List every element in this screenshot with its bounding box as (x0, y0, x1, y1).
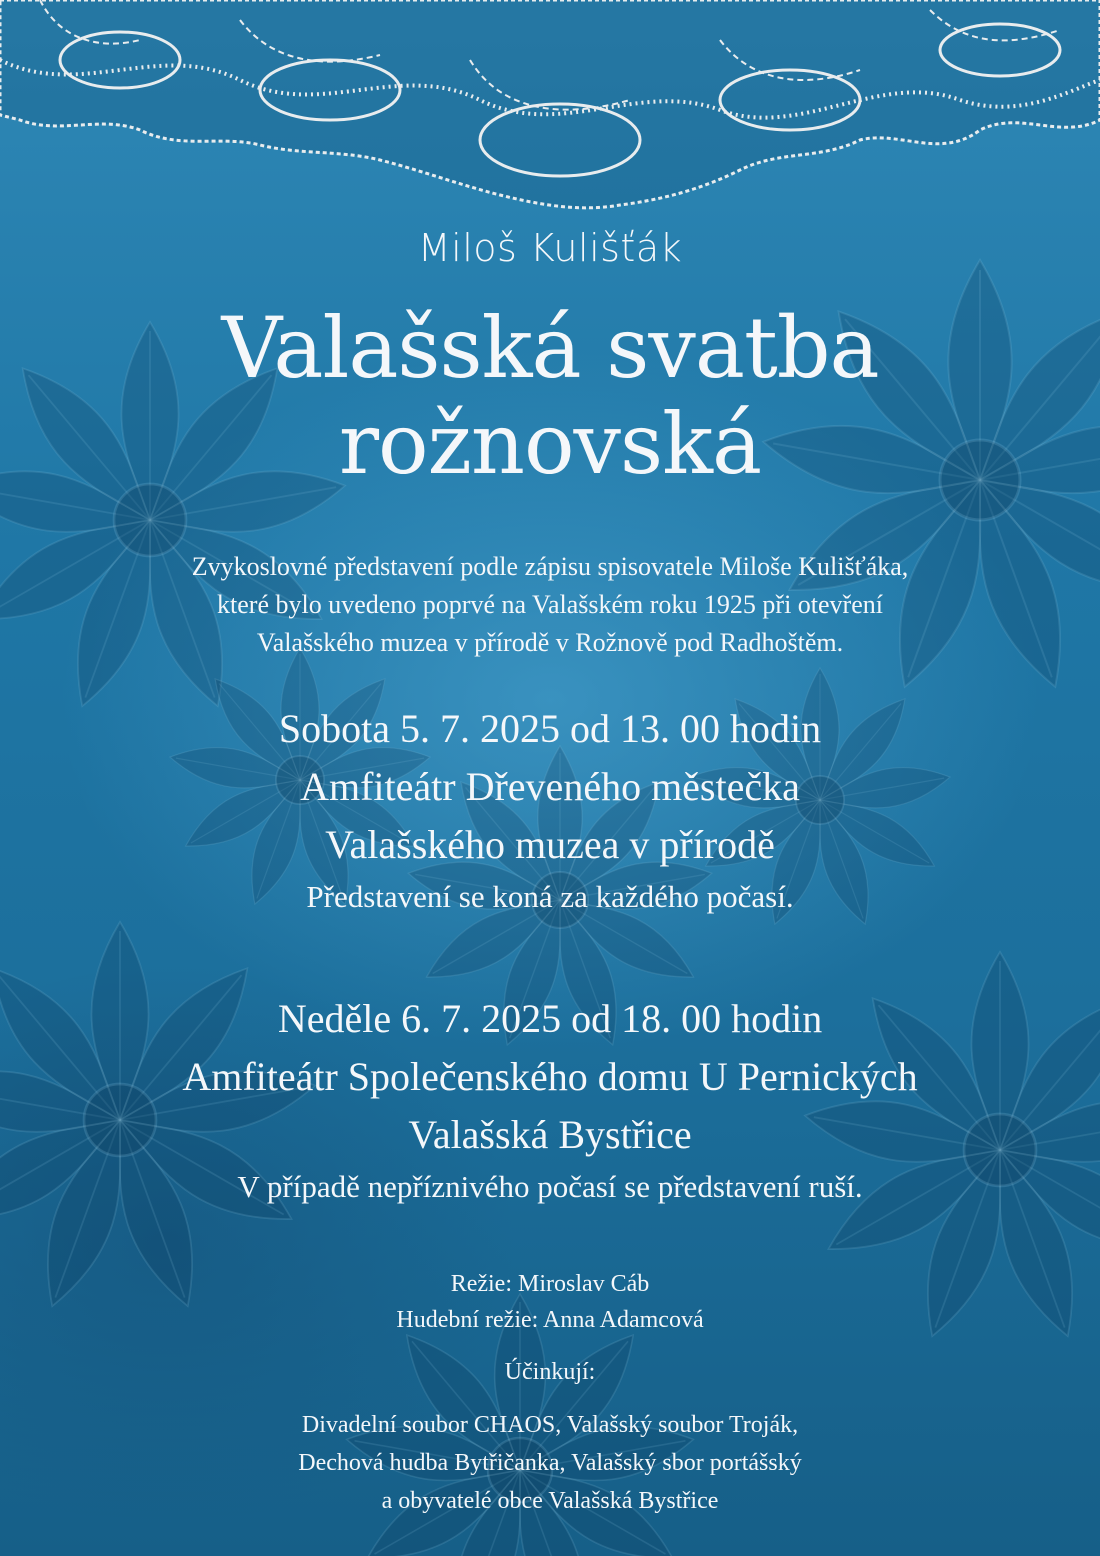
performers-line: Divadelní soubor CHAOS, Valašský soubor Troják, (301, 1412, 799, 1438)
description-line: Valašského muzea v přírodě v Rožnově pod Radhoštěm. (256, 628, 844, 657)
lace-border-decoration (0, 0, 1100, 220)
performers-line: a obyvatelé obce Valašská Bystřice (381, 1488, 719, 1514)
event-venue: Valašská Bystřice (408, 1112, 692, 1157)
event-venue: Amfiteátr Společenského domu U Pernických (182, 1054, 918, 1099)
event-date: Sobota 5. 7. 2025 od 13. 00 hodin (278, 706, 822, 751)
performers-list (100, 1406, 1000, 1520)
title-line-1: Valašská svatba (221, 299, 879, 397)
description (100, 548, 1000, 662)
event-saturday (60, 700, 1040, 920)
author-name: Miloš Kulišťák (417, 226, 683, 270)
description-line: Zvykoslovné představení podle zápisu spisovatele Miloše Kulišťáka, (191, 552, 909, 581)
music-director-credit: Hudební režie: Anna Adamcová (396, 1307, 704, 1333)
event-weather-note: Představení se koná za každého počasí. (306, 879, 794, 914)
title-line-2: rožnovská (338, 395, 762, 493)
event-date: Neděle 6. 7. 2025 od 18. 00 hodin (277, 996, 823, 1041)
event-venue: Amfiteátr Dřeveného městečka (300, 764, 800, 809)
credits (100, 1266, 1000, 1520)
director-credit: Režie: Miroslav Cáb (450, 1271, 650, 1297)
play-title (0, 300, 1100, 492)
event-weather-note: V případě nepříznivého počasí se představení ruší. (237, 1169, 863, 1204)
event-sunday (60, 990, 1040, 1210)
performers-label: Účinkují: (504, 1359, 596, 1385)
performers-line: Dechová hudba Bytřičanka, Valašský sbor portášský (298, 1450, 802, 1476)
description-line: které bylo uvedeno poprvé na Valašském roku 1925 při otevření (217, 590, 883, 619)
event-venue: Valašského muzea v přírodě (325, 822, 775, 867)
